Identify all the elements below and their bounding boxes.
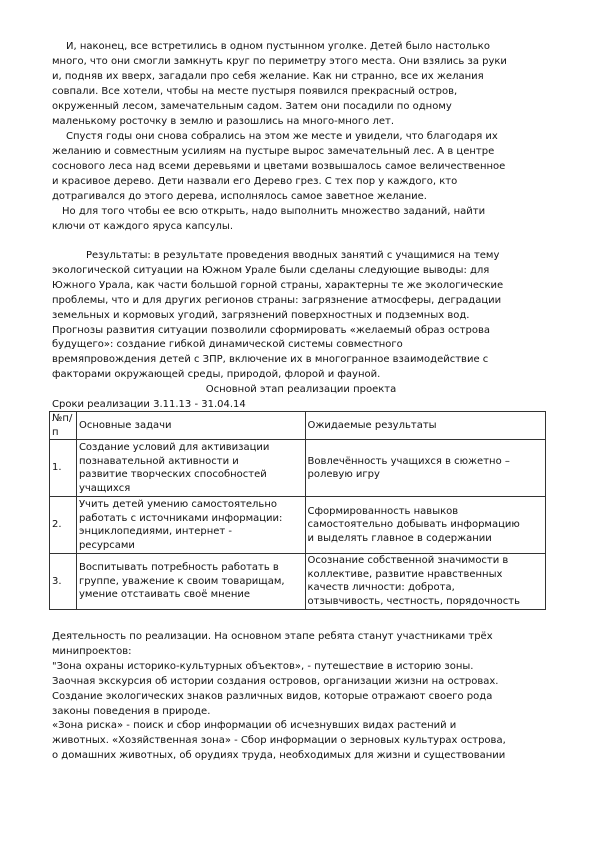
cell-line: развитие творческих способностей [78, 469, 267, 481]
header-results: Ожидаемые результаты [305, 412, 545, 440]
result-cell [305, 440, 545, 497]
text-line: окруженный лесом, замечательным садом. Затем они посадили по одному [52, 100, 452, 112]
text-line: Создание экологических знаков различных видов, которые отражают своего рода [52, 690, 493, 702]
header-tasks: Основные задачи [76, 412, 305, 440]
table-header-row [50, 412, 546, 440]
cell-line: ресурсами [78, 539, 135, 551]
text-line: Деятельность по реализации. На основном этапе ребята станут участниками трёх [52, 631, 493, 642]
cell-line: отзывчивость, честность, порядочность [307, 595, 521, 607]
task-cell [76, 497, 305, 554]
row-num: 3. [50, 554, 77, 609]
table-row [50, 440, 546, 497]
results-paragraph [52, 249, 550, 413]
cell-line: умение отстаивать своё мнение [78, 589, 251, 601]
cell-line: и выделять главное в содержании [307, 532, 492, 544]
cell-line: энциклопедиями, интернет - [78, 526, 233, 538]
text-line: ключи от каждого яруса капсулы. [52, 220, 233, 232]
text-line: "Зона охраны историко-культурных объектов», - путешествие в историю зоны. [52, 660, 474, 672]
cell-line: качеств личности: доброта, [307, 582, 455, 594]
cell-line: Вовлечённость учащихся в сюжетно – [307, 455, 510, 467]
text-line: Заочная экскурсия об истории создания островов, организации жизни на островах. [52, 675, 499, 687]
text-line: и красивое дерево. Дети назвали его Дерево грез. С тех пор у каждого, кто [52, 175, 458, 187]
text-line: законы поведения в природе. [52, 705, 211, 717]
text-line: времяпровождения детей с ЗПР, включение их в многогранное взаимодействие с [52, 354, 489, 366]
cell-line: Осознание собственной значимости в [307, 555, 509, 567]
task-cell [76, 440, 305, 497]
text-line: экологической ситуации на Южном Урале были сделаны следующие выводы: для [52, 264, 490, 276]
text-line: проблемы, что и для других регионов страны: загрязнение атмосферы, деградации [52, 294, 502, 306]
cell-line: коллективе, развитие нравственных [307, 568, 503, 580]
cell-line: самостоятельно добывать информацию [307, 519, 520, 531]
text-line: И, наконец, все встретились в одном пустынном уголке. Детей было настолько [66, 41, 490, 52]
table-row [50, 497, 546, 554]
cell-line: группе, уважение к своим товарищам, [78, 575, 285, 587]
header-num: №п/ п [50, 412, 77, 440]
cell-line: Создание условий для активизации [78, 442, 270, 453]
cell-line: Учить детей умению самостоятельно [78, 499, 277, 510]
cell-line: учащихся [78, 482, 131, 494]
text-line: дотрагивался до этого дерева, исполнялось самое заветное желание. [52, 190, 427, 202]
cell-line: ролевую игру [307, 469, 380, 481]
dates-line: Сроки реализации 3.11.13 - 31.04.14 [52, 399, 246, 411]
text-line: земельных и кормовых угодий, загрязнений поверхностных и подземных вод. [52, 309, 470, 321]
row-num: 2. [50, 497, 77, 554]
intro-paragraph-1 [52, 40, 550, 129]
cell-line: работать с источниками информации: [78, 512, 283, 524]
row-num: 1. [50, 440, 77, 497]
text-line: Прогнозы развития ситуации позволили сформировать «желаемый образ острова [52, 324, 490, 336]
text-line: минипроектов: [52, 645, 132, 657]
text-line: совпали. Все хотели, чтобы на месте пустыря появился прекрасный остров, [52, 85, 458, 97]
stage-title: Основной этап реализации проекта [205, 384, 397, 396]
intro-paragraph-2 [52, 130, 550, 205]
text-line: много, что они смогли замкнуть круг по периметру этого места. Они взялись за руки [52, 55, 507, 67]
text-line: Южного Урала, как части большой горной страны, характерны те же экологические [52, 279, 504, 291]
text-line: животных. «Хозяйственная зона» - Сбор информации о зерновых культурах острова, [52, 735, 506, 747]
cell-line: Воспитывать потребность работать в [78, 561, 279, 573]
intro-paragraph-3 [52, 205, 550, 235]
cell-line: Сформированность навыков [307, 505, 459, 517]
text-line: и, подняв их вверх, загадали про себя желание. Как ни странно, все их желания [52, 70, 484, 82]
task-cell [76, 554, 305, 609]
text-line: будущего»: создание гибкой динамической системы совместного [52, 339, 403, 351]
text-line: Спустя годы они снова собрались на этом же месте и увидели, что благодаря их [66, 131, 498, 142]
cell-line: познавательной активности и [78, 455, 239, 467]
text-line: соснового леса над всеми деревьями и цветами возвышалось самое величественное [52, 160, 506, 172]
text-line: факторами окружающей среды, природой, флорой и фауной. [52, 369, 381, 381]
text-line: о домашних животных, об орудиях труда, необходимых для жизни и существовании [52, 750, 506, 762]
table-row [50, 554, 546, 609]
text-line: желанию и совместным усилиям на пустыре вырос замечательный лес. А в центре [52, 145, 495, 157]
text-line: Но для того чтобы ее всю открыть, надо выполнить множество заданий, найти [62, 206, 486, 217]
text-line: «Зона риска» - поиск и сбор информации об исчезнувших видах растений и [52, 720, 457, 732]
activity-paragraph [52, 630, 550, 764]
text-line: маленькому росточку в землю и разошлись на много-много лет. [52, 115, 394, 127]
result-cell [305, 497, 545, 554]
result-cell [305, 554, 545, 609]
tasks-table [49, 411, 546, 610]
text-line: Результаты: в результате проведения вводных занятий с учащимися на тему [86, 250, 500, 261]
